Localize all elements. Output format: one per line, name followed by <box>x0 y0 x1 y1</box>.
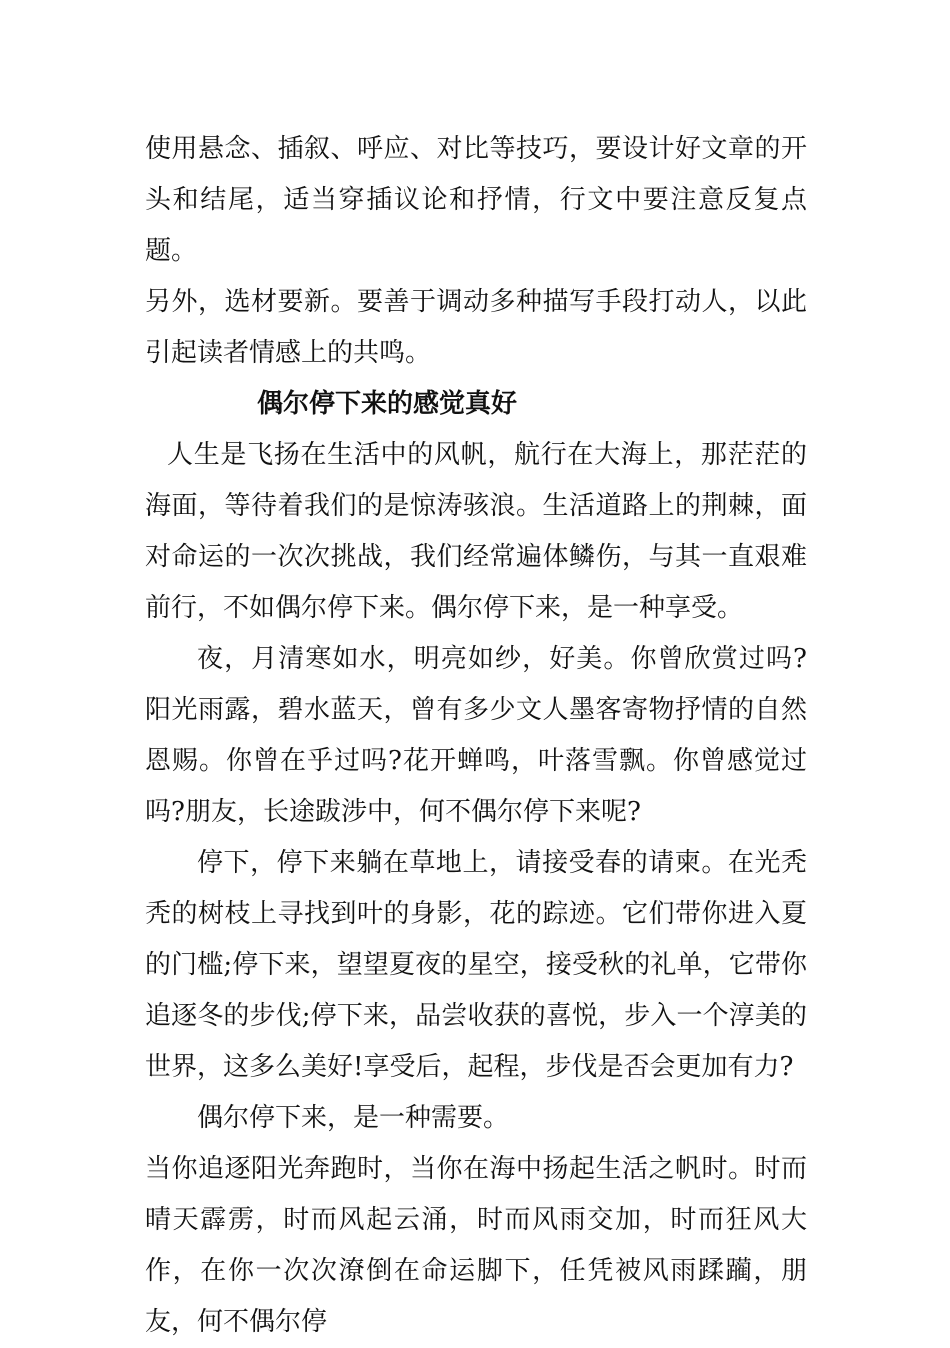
paragraph-night-moon: 夜，月清寒如水，明亮如纱，好美。你曾欣赏过吗?阳光雨露，碧水蓝天，曾有多少文人墨客寄物抒情的自然恩赐。你曾在乎过吗?花开蝉鸣，叶落雪飘。你曾感觉过吗?朋友，长途跋涉中，何不偶尔停下来呢? <box>145 644 807 827</box>
document-body <box>145 124 807 1348</box>
paragraph-techniques: 使用悬念、插叙、呼应、对比等技巧，要设计好文章的开头和结尾，适当穿插议论和抒情，行文中要注意反复点题。 <box>145 134 807 266</box>
essay-title: 偶尔停下来的感觉真好 <box>257 389 518 419</box>
paragraph-chasing-sun: 当你追逐阳光奔跑时，当你在海中扬起生活之帆时。时而晴天霹雳，时而风起云涌，时而风雨交加，时而狂风大作，在你一次次潦倒在命运脚下，任凭被风雨蹂躏，朋友，何不偶尔停 <box>145 1154 807 1337</box>
paragraph-need: 偶尔停下来，是一种需要。 <box>197 1103 510 1133</box>
paragraph-life-sail: 人生是飞扬在生活中的风帆，航行在大海上，那茫茫的海面，等待着我们的是惊涛骇浪。生活道路上的荆棘，面对命运的一次次挑战，我们经常遍体鳞伤，与其一直艰难前行，不如偶尔停下来。偶尔停下来，是一种享受。 <box>145 440 807 623</box>
paragraph-material: 另外，选材要新。要善于调动多种描写手段打动人，以此引起读者情感上的共鸣。 <box>145 287 807 368</box>
paragraph-seasons: 停下，停下来躺在草地上，请接受春的请柬。在光秃秃的树枝上寻找到叶的身影，花的踪迹。它们带你进入夏的门槛;停下来，望望夏夜的星空，接受秋的礼单，它带你追逐冬的步伐;停下来，品尝收获的喜悦，步入一个淳美的世界，这多么美好!享受后，起程，步伐是否会更加有力? <box>145 848 807 1082</box>
